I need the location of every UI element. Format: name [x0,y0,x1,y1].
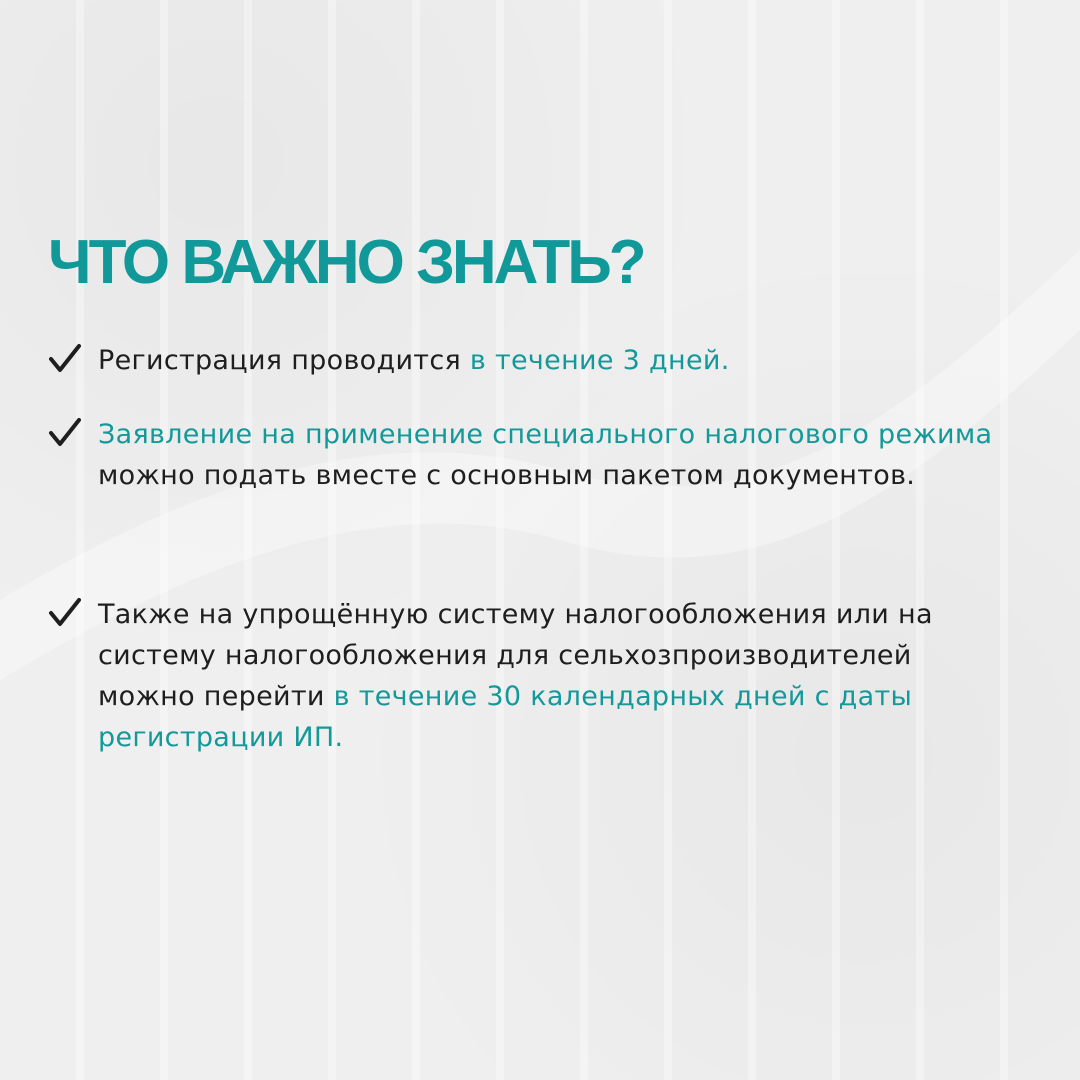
item-accent-text: в течение 30 календарных дней с даты регистрации ИП. [98,681,913,753]
item-plain-text: можно подать вместе с основным пакетом документов. [98,460,916,491]
page-title: ЧТО ВАЖНО ЗНАТЬ? [48,228,644,297]
check-icon [48,342,82,376]
item-plain-text: Регистрация проводится [98,345,470,376]
item-accent-text: Заявление на применение специального налогового режима [98,419,993,450]
list-item-text [98,340,998,381]
check-icon [48,596,82,630]
item-plain-text: Также на упрощённую систему налогообложения или на систему налогообложения для сельхозпроизводителей можно перейти [98,599,933,712]
list-item-text [98,594,998,758]
list-item-text [98,414,998,496]
check-icon [48,416,82,450]
item-accent-text: в течение 3 дней. [469,345,730,376]
